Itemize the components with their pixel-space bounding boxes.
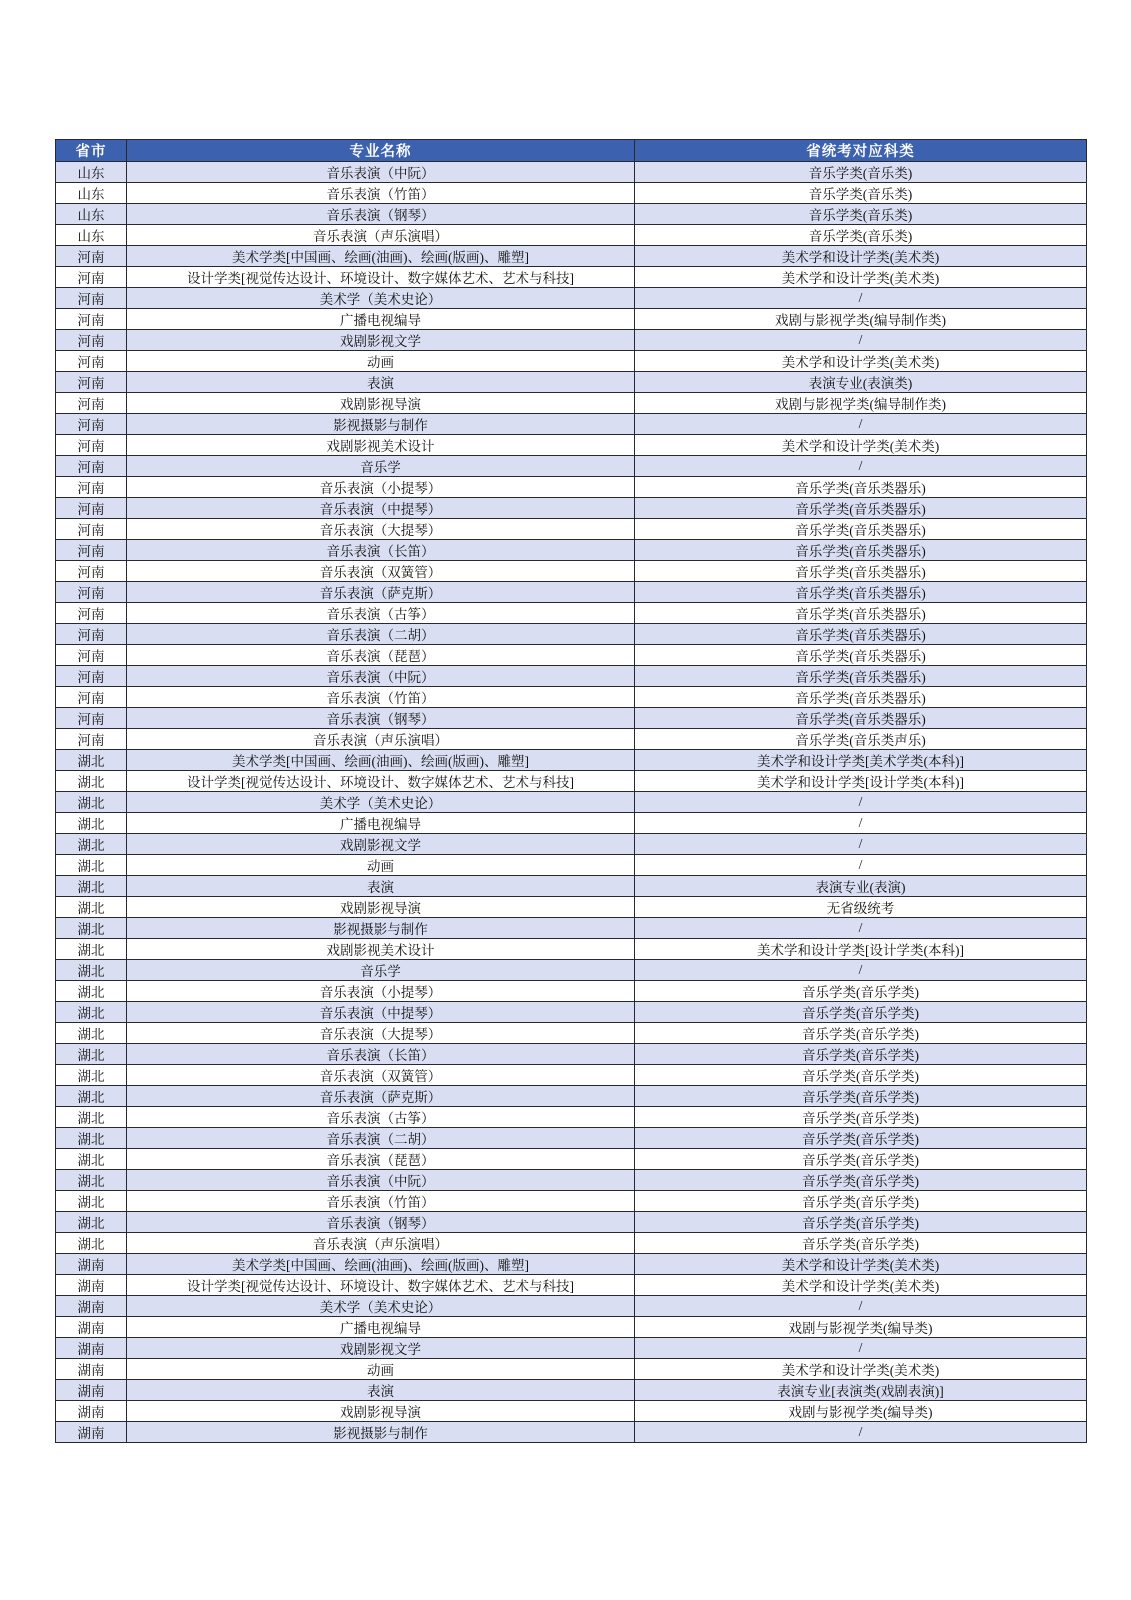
province-cell: 河南 — [56, 708, 127, 729]
category-cell: / — [635, 1338, 1087, 1359]
province-cell: 河南 — [56, 687, 127, 708]
table-row — [56, 561, 1087, 582]
table-row — [56, 603, 1087, 624]
category-cell: / — [635, 813, 1087, 834]
table-row — [56, 855, 1087, 876]
category-cell: 音乐学类(音乐类器乐) — [635, 708, 1087, 729]
major-cell: 音乐表演（萨克斯） — [127, 582, 635, 603]
table-row — [56, 687, 1087, 708]
table-row — [56, 393, 1087, 414]
major-cell: 动画 — [127, 855, 635, 876]
category-cell: 美术学和设计学类[设计学类(本科)] — [635, 939, 1087, 960]
table-row — [56, 834, 1087, 855]
table-row — [56, 225, 1087, 246]
table-row — [56, 456, 1087, 477]
major-cell: 音乐表演（中提琴） — [127, 1002, 635, 1023]
category-cell: 音乐学类(音乐学类) — [635, 1107, 1087, 1128]
category-cell: 音乐学类(音乐类) — [635, 225, 1087, 246]
category-cell: 戏剧与影视学类(编导制作类) — [635, 309, 1087, 330]
table-row — [56, 876, 1087, 897]
major-cell: 音乐表演（长笛） — [127, 1044, 635, 1065]
major-cell: 影视摄影与制作 — [127, 1422, 635, 1443]
table-row — [56, 1275, 1087, 1296]
major-cell: 表演 — [127, 876, 635, 897]
major-cell: 美术学类[中国画、绘画(油画)、绘画(版画)、雕塑] — [127, 246, 635, 267]
province-cell: 湖北 — [56, 981, 127, 1002]
table-row — [56, 1317, 1087, 1338]
table-row — [56, 1296, 1087, 1317]
table-row — [56, 498, 1087, 519]
category-cell: 音乐学类(音乐类器乐) — [635, 687, 1087, 708]
major-cell: 广播电视编导 — [127, 309, 635, 330]
major-cell: 美术学类[中国画、绘画(油画)、绘画(版画)、雕塑] — [127, 1254, 635, 1275]
category-cell: / — [635, 288, 1087, 309]
province-cell: 湖南 — [56, 1380, 127, 1401]
category-cell: 音乐学类(音乐类器乐) — [635, 477, 1087, 498]
province-cell: 湖北 — [56, 1191, 127, 1212]
table-row — [56, 708, 1087, 729]
table-row — [56, 624, 1087, 645]
major-cell: 音乐表演（萨克斯） — [127, 1086, 635, 1107]
province-cell: 湖北 — [56, 1149, 127, 1170]
province-cell: 湖北 — [56, 771, 127, 792]
major-cell: 音乐表演（中阮） — [127, 162, 635, 183]
table-header-row — [56, 140, 1087, 162]
category-cell: 音乐学类(音乐学类) — [635, 1149, 1087, 1170]
category-cell: 音乐学类(音乐学类) — [635, 1002, 1087, 1023]
province-cell: 湖南 — [56, 1254, 127, 1275]
table-row — [56, 1338, 1087, 1359]
category-cell: 音乐学类(音乐学类) — [635, 1044, 1087, 1065]
major-cell: 音乐表演（竹笛） — [127, 687, 635, 708]
table-row — [56, 372, 1087, 393]
major-cell: 戏剧影视导演 — [127, 393, 635, 414]
major-cell: 戏剧影视文学 — [127, 834, 635, 855]
major-cell: 音乐表演（中提琴） — [127, 498, 635, 519]
province-cell: 湖南 — [56, 1359, 127, 1380]
major-cell: 表演 — [127, 1380, 635, 1401]
table-row — [56, 288, 1087, 309]
province-cell: 河南 — [56, 603, 127, 624]
province-cell: 河南 — [56, 540, 127, 561]
table-row — [56, 897, 1087, 918]
category-cell: 音乐学类(音乐类器乐) — [635, 645, 1087, 666]
major-cell: 设计学类[视觉传达设计、环境设计、数字媒体艺术、艺术与科技] — [127, 267, 635, 288]
category-cell: 美术学和设计学类(美术类) — [635, 1275, 1087, 1296]
province-cell: 湖北 — [56, 876, 127, 897]
category-cell: / — [635, 1422, 1087, 1443]
major-cell: 音乐表演（竹笛） — [127, 183, 635, 204]
province-cell: 河南 — [56, 435, 127, 456]
province-cell: 河南 — [56, 309, 127, 330]
major-cell: 影视摄影与制作 — [127, 918, 635, 939]
category-cell: 音乐学类(音乐学类) — [635, 1086, 1087, 1107]
province-cell: 湖北 — [56, 813, 127, 834]
category-cell: / — [635, 330, 1087, 351]
major-cell: 音乐表演（中阮） — [127, 1170, 635, 1191]
table-row — [56, 414, 1087, 435]
major-cell: 音乐学 — [127, 456, 635, 477]
province-cell: 河南 — [56, 666, 127, 687]
table-row — [56, 582, 1087, 603]
major-cell: 音乐表演（古筝） — [127, 603, 635, 624]
table-row — [56, 1128, 1087, 1149]
major-cell: 表演 — [127, 372, 635, 393]
major-cell: 音乐表演（钢琴） — [127, 1212, 635, 1233]
category-cell: 音乐学类(音乐学类) — [635, 1023, 1087, 1044]
province-cell: 河南 — [56, 351, 127, 372]
major-cell: 美术学类[中国画、绘画(油画)、绘画(版画)、雕塑] — [127, 750, 635, 771]
major-cell: 音乐表演（双簧管） — [127, 1065, 635, 1086]
major-cell: 戏剧影视美术设计 — [127, 435, 635, 456]
major-cell: 音乐表演（小提琴） — [127, 477, 635, 498]
province-cell: 湖北 — [56, 1002, 127, 1023]
table-row — [56, 1422, 1087, 1443]
major-cell: 美术学（美术史论） — [127, 288, 635, 309]
table-row — [56, 981, 1087, 1002]
province-cell: 河南 — [56, 498, 127, 519]
category-cell: 美术学和设计学类(美术类) — [635, 351, 1087, 372]
province-cell: 河南 — [56, 561, 127, 582]
major-cell: 音乐表演（声乐演唱） — [127, 729, 635, 750]
major-cell: 音乐表演（声乐演唱） — [127, 1233, 635, 1254]
table-row — [56, 1380, 1087, 1401]
category-cell: / — [635, 1296, 1087, 1317]
table-row — [56, 330, 1087, 351]
table-row — [56, 1191, 1087, 1212]
table-row — [56, 540, 1087, 561]
category-cell: 音乐学类(音乐学类) — [635, 1128, 1087, 1149]
table-row — [56, 1065, 1087, 1086]
major-cell: 音乐学 — [127, 960, 635, 981]
major-cell: 戏剧影视导演 — [127, 1401, 635, 1422]
category-cell: 音乐学类(音乐类器乐) — [635, 540, 1087, 561]
table-row — [56, 183, 1087, 204]
province-cell: 湖南 — [56, 1275, 127, 1296]
province-cell: 湖北 — [56, 1065, 127, 1086]
category-cell: 音乐学类(音乐学类) — [635, 1191, 1087, 1212]
major-cell: 音乐表演（古筝） — [127, 1107, 635, 1128]
category-cell: / — [635, 414, 1087, 435]
province-cell: 山东 — [56, 204, 127, 225]
table-row — [56, 204, 1087, 225]
major-cell: 音乐表演（琵琶） — [127, 1149, 635, 1170]
province-cell: 湖北 — [56, 1233, 127, 1254]
column-header-category: 省统考对应科类 — [635, 140, 1087, 162]
province-cell: 河南 — [56, 729, 127, 750]
table-row — [56, 960, 1087, 981]
table-row — [56, 1170, 1087, 1191]
category-cell: 戏剧与影视学类(编导类) — [635, 1317, 1087, 1338]
table-row — [56, 729, 1087, 750]
category-cell: 音乐学类(音乐学类) — [635, 1065, 1087, 1086]
category-cell: 音乐学类(音乐类) — [635, 204, 1087, 225]
table-row — [56, 792, 1087, 813]
column-header-major: 专业名称 — [127, 140, 635, 162]
table-row — [56, 351, 1087, 372]
table-body — [56, 162, 1087, 1443]
major-cell: 广播电视编导 — [127, 813, 635, 834]
major-cell: 音乐表演（琵琶） — [127, 645, 635, 666]
table-row — [56, 1233, 1087, 1254]
category-cell: 音乐学类(音乐学类) — [635, 1170, 1087, 1191]
province-cell: 湖北 — [56, 1044, 127, 1065]
category-cell: 戏剧与影视学类(编导制作类) — [635, 393, 1087, 414]
category-cell: 音乐学类(音乐学类) — [635, 1233, 1087, 1254]
category-cell: 美术学和设计学类(美术类) — [635, 1254, 1087, 1275]
category-cell: 戏剧与影视学类(编导类) — [635, 1401, 1087, 1422]
table-row — [56, 1212, 1087, 1233]
category-cell: 音乐学类(音乐类) — [635, 162, 1087, 183]
province-cell: 湖北 — [56, 1212, 127, 1233]
table-row — [56, 918, 1087, 939]
province-cell: 湖北 — [56, 1107, 127, 1128]
major-cell: 戏剧影视美术设计 — [127, 939, 635, 960]
category-cell: 音乐学类(音乐类器乐) — [635, 498, 1087, 519]
major-cell: 音乐表演（二胡） — [127, 1128, 635, 1149]
province-cell: 河南 — [56, 477, 127, 498]
table-row — [56, 1149, 1087, 1170]
major-cell: 戏剧影视文学 — [127, 1338, 635, 1359]
table-row — [56, 1107, 1087, 1128]
province-cell: 湖南 — [56, 1296, 127, 1317]
category-cell: 表演专业[表演类(戏剧表演)] — [635, 1380, 1087, 1401]
major-cell: 影视摄影与制作 — [127, 414, 635, 435]
category-cell: 美术学和设计学类(美术类) — [635, 267, 1087, 288]
major-cell: 音乐表演（钢琴） — [127, 708, 635, 729]
category-cell: 表演专业(表演类) — [635, 372, 1087, 393]
major-cell: 戏剧影视文学 — [127, 330, 635, 351]
province-cell: 湖北 — [56, 750, 127, 771]
province-cell: 河南 — [56, 519, 127, 540]
province-cell: 湖北 — [56, 960, 127, 981]
category-cell: 音乐学类(音乐类器乐) — [635, 624, 1087, 645]
province-cell: 湖南 — [56, 1338, 127, 1359]
province-cell: 河南 — [56, 330, 127, 351]
category-cell: / — [635, 792, 1087, 813]
major-cell: 设计学类[视觉传达设计、环境设计、数字媒体艺术、艺术与科技] — [127, 771, 635, 792]
table-row — [56, 645, 1087, 666]
province-cell: 湖北 — [56, 939, 127, 960]
major-cell: 音乐表演（二胡） — [127, 624, 635, 645]
table-row — [56, 1002, 1087, 1023]
category-cell: 音乐学类(音乐类声乐) — [635, 729, 1087, 750]
table-row — [56, 1023, 1087, 1044]
province-cell: 河南 — [56, 582, 127, 603]
table-row — [56, 435, 1087, 456]
province-cell: 湖北 — [56, 834, 127, 855]
province-cell: 湖南 — [56, 1422, 127, 1443]
province-cell: 河南 — [56, 288, 127, 309]
table-row — [56, 162, 1087, 183]
category-cell: / — [635, 855, 1087, 876]
province-cell: 山东 — [56, 162, 127, 183]
table-row — [56, 771, 1087, 792]
category-cell: 音乐学类(音乐学类) — [635, 981, 1087, 1002]
province-cell: 河南 — [56, 456, 127, 477]
province-cell: 河南 — [56, 393, 127, 414]
major-cell: 音乐表演（大提琴） — [127, 519, 635, 540]
major-cell: 音乐表演（竹笛） — [127, 1191, 635, 1212]
category-cell: 音乐学类(音乐类) — [635, 183, 1087, 204]
province-cell: 湖北 — [56, 1023, 127, 1044]
category-cell: / — [635, 834, 1087, 855]
table-row — [56, 267, 1087, 288]
province-cell: 湖北 — [56, 1086, 127, 1107]
category-cell: 音乐学类(音乐类器乐) — [635, 519, 1087, 540]
province-cell: 湖北 — [56, 1170, 127, 1191]
category-cell: 美术学和设计学类(美术类) — [635, 435, 1087, 456]
province-cell: 山东 — [56, 183, 127, 204]
table-row — [56, 939, 1087, 960]
major-cell: 音乐表演（大提琴） — [127, 1023, 635, 1044]
province-cell: 河南 — [56, 246, 127, 267]
province-major-category-table — [55, 139, 1087, 1443]
table-row — [56, 750, 1087, 771]
category-cell: 音乐学类(音乐类器乐) — [635, 561, 1087, 582]
province-cell: 河南 — [56, 414, 127, 435]
province-cell: 湖北 — [56, 855, 127, 876]
category-cell: 音乐学类(音乐类器乐) — [635, 582, 1087, 603]
province-cell: 河南 — [56, 645, 127, 666]
major-cell: 动画 — [127, 351, 635, 372]
major-cell: 音乐表演（中阮） — [127, 666, 635, 687]
major-cell: 设计学类[视觉传达设计、环境设计、数字媒体艺术、艺术与科技] — [127, 1275, 635, 1296]
category-cell: 美术学和设计学类(美术类) — [635, 246, 1087, 267]
major-cell: 音乐表演（双簧管） — [127, 561, 635, 582]
province-cell: 河南 — [56, 624, 127, 645]
table-row — [56, 519, 1087, 540]
table-row — [56, 666, 1087, 687]
table-row — [56, 1401, 1087, 1422]
category-cell: 音乐学类(音乐类器乐) — [635, 603, 1087, 624]
province-cell: 河南 — [56, 372, 127, 393]
category-cell: 音乐学类(音乐类器乐) — [635, 666, 1087, 687]
category-cell: / — [635, 456, 1087, 477]
province-cell: 湖北 — [56, 792, 127, 813]
major-cell: 音乐表演（声乐演唱） — [127, 225, 635, 246]
category-cell: 美术学和设计学类(美术类) — [635, 1359, 1087, 1380]
province-cell: 湖南 — [56, 1401, 127, 1422]
table-row — [56, 1086, 1087, 1107]
major-cell: 音乐表演（钢琴） — [127, 204, 635, 225]
major-cell: 戏剧影视导演 — [127, 897, 635, 918]
province-cell: 湖南 — [56, 1317, 127, 1338]
province-cell: 湖北 — [56, 918, 127, 939]
province-cell: 湖北 — [56, 1128, 127, 1149]
category-cell: 无省级统考 — [635, 897, 1087, 918]
table-row — [56, 309, 1087, 330]
table-row — [56, 1044, 1087, 1065]
major-cell: 动画 — [127, 1359, 635, 1380]
province-cell: 湖北 — [56, 897, 127, 918]
major-cell: 音乐表演（小提琴） — [127, 981, 635, 1002]
category-cell: 美术学和设计学类[美术学类(本科)] — [635, 750, 1087, 771]
category-cell: 音乐学类(音乐学类) — [635, 1212, 1087, 1233]
major-cell: 美术学（美术史论） — [127, 1296, 635, 1317]
category-cell: 表演专业(表演) — [635, 876, 1087, 897]
table-row — [56, 477, 1087, 498]
province-cell: 山东 — [56, 225, 127, 246]
category-cell: 美术学和设计学类[设计学类(本科)] — [635, 771, 1087, 792]
major-cell: 广播电视编导 — [127, 1317, 635, 1338]
category-cell: / — [635, 918, 1087, 939]
table-row — [56, 246, 1087, 267]
province-cell: 河南 — [56, 267, 127, 288]
major-cell: 美术学（美术史论） — [127, 792, 635, 813]
category-cell: / — [635, 960, 1087, 981]
table-row — [56, 1254, 1087, 1275]
major-cell: 音乐表演（长笛） — [127, 540, 635, 561]
column-header-province: 省市 — [56, 140, 127, 162]
table-row — [56, 813, 1087, 834]
table-row — [56, 1359, 1087, 1380]
